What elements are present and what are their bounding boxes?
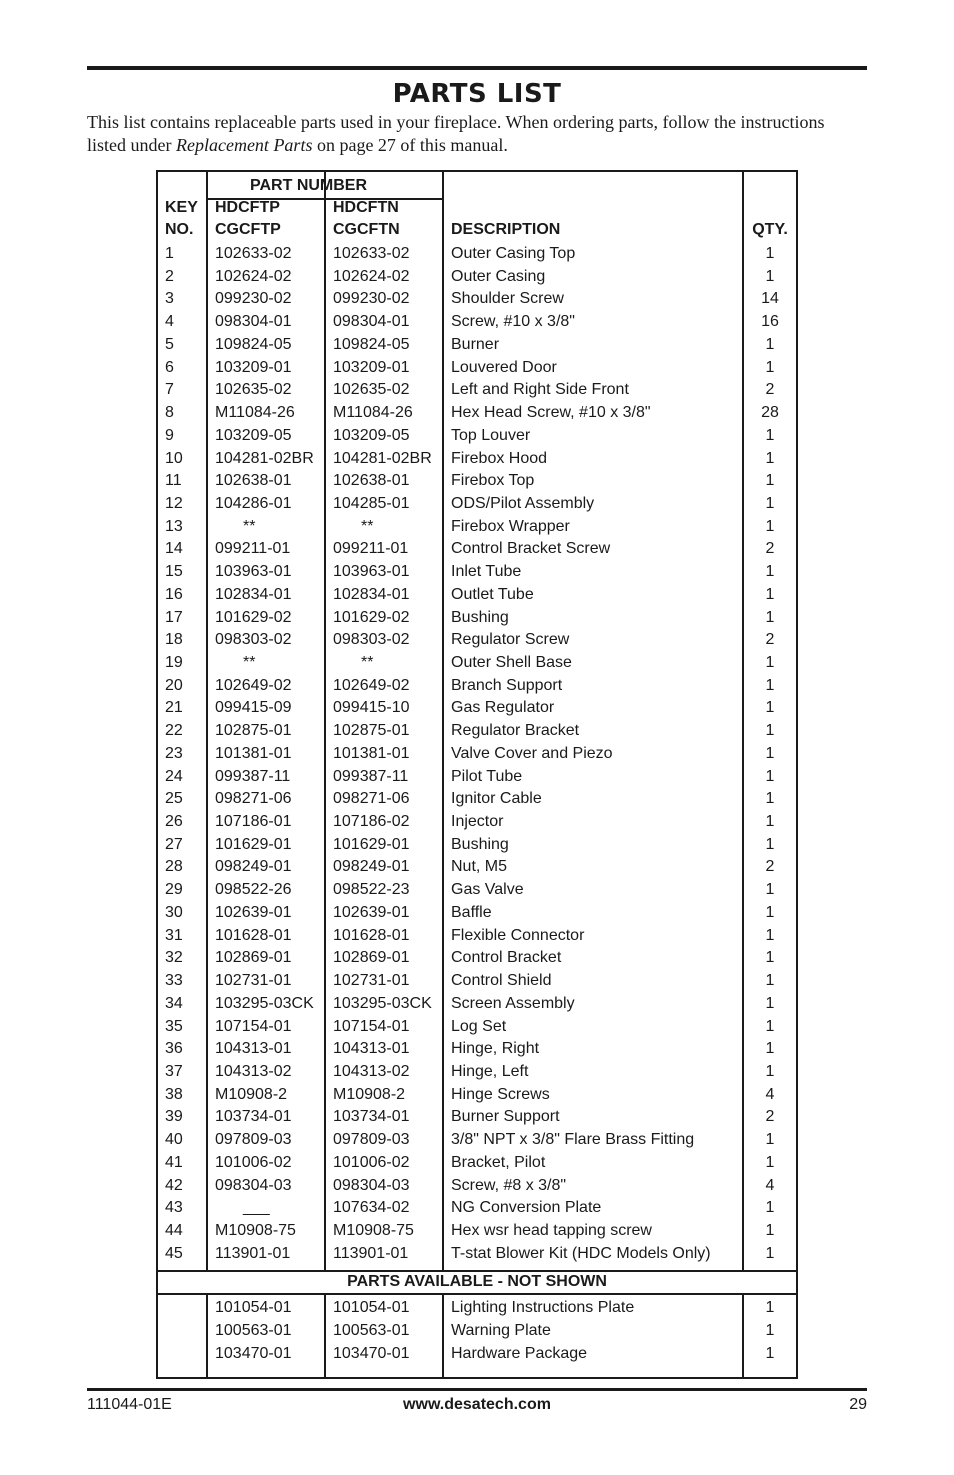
description-cell: Screw, #10 x 3/8" xyxy=(451,313,575,331)
description-cell: Burner xyxy=(451,335,500,353)
description-header: DESCRIPTION xyxy=(451,221,561,238)
part-number-hdcftp-cell: 103734-01 xyxy=(215,1108,292,1126)
part-number-hdcftn-cell: 102834-01 xyxy=(333,585,410,603)
qty-cell: 1 xyxy=(765,585,775,603)
divider-key xyxy=(206,172,208,1270)
description-cell: T-stat Blower Kit (HDC Models Only) xyxy=(451,1244,711,1262)
description-cell: Injector xyxy=(451,813,504,830)
key-cell: 28 xyxy=(165,858,183,876)
qty-cell: 1 xyxy=(765,744,775,762)
intro-line-2-post: on page 27 of this manual. xyxy=(312,135,508,155)
description-cell: Control Bracket Screw xyxy=(451,540,611,558)
description-cell: Outlet Tube xyxy=(451,585,534,603)
key-cell: 26 xyxy=(165,813,183,830)
qty-cell: 2 xyxy=(765,1108,775,1126)
part-number-hdcftn-cell: M11084-26 xyxy=(333,404,413,421)
key-cell: 33 xyxy=(165,972,183,989)
key-cell: 8 xyxy=(165,404,174,421)
key-cell: 44 xyxy=(165,1222,183,1239)
part-number-hdcftp-cell: 103209-01 xyxy=(215,358,292,376)
not-shown-part-number-hdcftp-cell: 103470-01 xyxy=(215,1345,292,1362)
part-number-hdcftp-cell: 103209-05 xyxy=(215,426,292,444)
key-cell: 10 xyxy=(165,449,183,467)
part-number-hdcftn-cell: 099211-01 xyxy=(333,540,409,558)
key-cell: 15 xyxy=(165,563,183,581)
part-number-hdcftp-cell: 098304-03 xyxy=(215,1176,292,1194)
not-shown-qty-cell: 1 xyxy=(765,1299,775,1316)
key-cell: 12 xyxy=(165,494,183,512)
key-cell: 2 xyxy=(165,267,174,285)
key-header: KEY xyxy=(165,199,198,216)
description-cell: Hinge, Right xyxy=(451,1040,540,1058)
qty-cell: 1 xyxy=(765,472,775,490)
qty-cell: 1 xyxy=(765,767,775,785)
website-link[interactable]: www.desatech.com xyxy=(403,1396,551,1413)
key-cell: 6 xyxy=(165,358,174,376)
description-cell: Burner Support xyxy=(451,1108,560,1126)
qty-cell: 1 xyxy=(765,608,775,626)
part-number-hdcftp-cell: M10908-2 xyxy=(215,1085,288,1103)
not-shown-qty-cell: 1 xyxy=(765,1322,775,1339)
description-cell: Firebox Hood xyxy=(451,449,548,467)
part-number-hdcftp-cell: 102638-01 xyxy=(215,472,292,490)
not-shown-part-number-hdcftn-cell: 100563-01 xyxy=(333,1322,410,1339)
part-number-hdcftp-cell: 098303-02 xyxy=(215,631,292,649)
description-cell: Ignitor Cable xyxy=(451,790,542,808)
part-number-hdcftn-cell: 103209-01 xyxy=(333,358,410,376)
qty-cell: 1 xyxy=(765,881,775,899)
part-number-hdcftp-cell: 102633-02 xyxy=(215,245,292,262)
part-number-header: PART NUMBER xyxy=(250,177,368,194)
key-cell: 7 xyxy=(165,381,174,399)
parts-table xyxy=(156,170,798,1379)
part-number-hdcftn-cell: 102649-02 xyxy=(333,676,410,694)
key-cell: 3 xyxy=(165,290,174,308)
part-number-hdcftp-cell: 101381-01 xyxy=(215,744,292,762)
not-shown-top-rule xyxy=(158,1270,796,1272)
part-number-hdcftn-cell: 102869-01 xyxy=(333,949,410,967)
divider-part2-lower xyxy=(442,1295,444,1377)
part-number-hdcftn-cell: 097809-03 xyxy=(333,1131,410,1149)
part-number-hdcftp-cell: 113901-01 xyxy=(215,1244,291,1262)
part-number-hdcftp-cell: 107186-01 xyxy=(215,813,292,830)
part-number-hdcftp-cell: 098271-06 xyxy=(215,790,292,808)
description-cell: Bushing xyxy=(451,608,509,626)
not-shown-part-number-hdcftp-cell: 101054-01 xyxy=(215,1299,292,1316)
qty-cell: 1 xyxy=(765,699,775,717)
key-cell: 42 xyxy=(165,1176,183,1194)
description-cell: 3/8" NPT x 3/8" Flare Brass Fitting xyxy=(451,1131,695,1149)
description-cell: Screen Assembly xyxy=(451,994,575,1012)
part-number-hdcftp-cell: 102834-01 xyxy=(215,585,292,603)
part-number-hdcftp-cell: 098522-26 xyxy=(215,881,292,899)
key-cell: 32 xyxy=(165,949,183,967)
description-cell: Control Bracket xyxy=(451,949,562,967)
qty-cell: 14 xyxy=(761,290,779,308)
description-cell: Hex wsr head tapping screw xyxy=(451,1222,652,1239)
key-cell: 13 xyxy=(165,517,183,535)
part-number-hdcftn-cell: 101628-01 xyxy=(333,926,410,944)
not-shown-label: PARTS AVAILABLE - NOT SHOWN xyxy=(347,1273,607,1290)
part-number-hdcftn-cell: 101006-02 xyxy=(333,1153,410,1171)
description-cell: Outer Shell Base xyxy=(451,654,572,671)
part-number-hdcftp-cell: 099415-09 xyxy=(215,699,292,717)
key-cell: 35 xyxy=(165,1017,183,1035)
qty-cell: 1 xyxy=(765,926,775,944)
part-number-hdcftn-cell: 099415-10 xyxy=(333,699,410,717)
key-cell: 5 xyxy=(165,335,174,353)
description-cell: Shoulder Screw xyxy=(451,290,564,308)
qty-cell: 1 xyxy=(765,1040,775,1058)
qty-cell: 1 xyxy=(765,245,775,262)
part-number-hdcftn-cell: 098249-01 xyxy=(333,858,410,876)
qty-cell: 1 xyxy=(765,1153,775,1171)
not-shown-description-cell: Warning Plate xyxy=(451,1322,551,1339)
key-cell: 17 xyxy=(165,608,183,626)
description-cell: Bracket, Pilot xyxy=(451,1153,546,1171)
part-number-hdcftn-cell: 104281-02BR xyxy=(333,449,432,467)
description-cell: NG Conversion Plate xyxy=(451,1199,602,1217)
part-number-hdcftn-cell: 101629-02 xyxy=(333,608,410,626)
key-cell: 25 xyxy=(165,790,183,808)
model-hdcftp-header: HDCFTP xyxy=(215,199,280,216)
part-number-hdcftn-cell: 107154-01 xyxy=(333,1017,410,1035)
description-cell: Left and Right Side Front xyxy=(451,381,629,399)
key-cell: 1 xyxy=(165,245,174,262)
description-cell: Louvered Door xyxy=(451,358,557,376)
part-number-hdcftp-cell: 099211-01 xyxy=(215,540,291,558)
key-cell: 16 xyxy=(165,585,183,603)
key-cell: 19 xyxy=(165,654,183,671)
description-cell: Gas Regulator xyxy=(451,699,555,717)
description-cell: Log Set xyxy=(451,1017,507,1035)
not-shown-description-cell: Hardware Package xyxy=(451,1345,588,1362)
key-cell: 31 xyxy=(165,926,183,944)
qty-cell: 4 xyxy=(765,1085,775,1103)
bottom-rule xyxy=(87,1388,867,1391)
part-number-hdcftn-cell: 102635-02 xyxy=(333,381,410,399)
key-cell: 20 xyxy=(165,676,183,694)
key-cell: 37 xyxy=(165,1062,183,1080)
part-number-hdcftp-cell: 104286-01 xyxy=(215,494,292,512)
key-cell: 45 xyxy=(165,1244,183,1262)
qty-cell: 16 xyxy=(761,313,779,331)
part-number-hdcftp-cell: 098304-01 xyxy=(215,313,292,331)
part-number-hdcftp-cell: 101629-02 xyxy=(215,608,292,626)
top-rule xyxy=(87,66,867,70)
qty-cell: 1 xyxy=(765,426,775,444)
part-number-hdcftp-cell: ** xyxy=(243,654,256,671)
qty-cell: 1 xyxy=(765,1244,775,1262)
qty-header: QTY. xyxy=(752,221,788,238)
qty-cell: 1 xyxy=(765,267,775,285)
intro-paragraph xyxy=(87,111,877,157)
divider-part1-lower xyxy=(324,1295,326,1377)
part-number-hdcftp-cell: 107154-01 xyxy=(215,1017,292,1035)
intro-line-2 xyxy=(87,134,877,157)
part-number-hdcftn-cell: 098522-23 xyxy=(333,881,410,899)
part-number-hdcftp-cell: 109824-05 xyxy=(215,335,292,353)
qty-cell: 1 xyxy=(765,335,775,353)
description-cell: Pilot Tube xyxy=(451,767,523,785)
description-cell: Firebox Wrapper xyxy=(451,517,570,535)
part-number-hdcftn-cell: 098304-03 xyxy=(333,1176,410,1194)
model-hdcftn-header: HDCFTN xyxy=(333,199,399,216)
key-cell: 21 xyxy=(165,699,183,717)
description-cell: Hinge, Left xyxy=(451,1062,529,1080)
description-cell: Regulator Bracket xyxy=(451,722,580,740)
qty-cell: 28 xyxy=(761,404,779,421)
page-title: PARTS LIST xyxy=(392,79,562,109)
key-cell: 40 xyxy=(165,1131,183,1149)
key-cell: 36 xyxy=(165,1040,183,1058)
description-cell: Nut, M5 xyxy=(451,858,508,876)
qty-cell: 2 xyxy=(765,631,775,649)
part-number-hdcftn-cell: 099230-02 xyxy=(333,290,410,308)
not-shown-description-cell: Lighting Instructions Plate xyxy=(451,1299,635,1316)
description-cell: Inlet Tube xyxy=(451,563,522,581)
intro-line-2-pre: listed under xyxy=(87,135,176,155)
description-cell: Control Shield xyxy=(451,972,552,989)
intro-replacement-parts: Replacement Parts xyxy=(175,135,313,155)
part-number-hdcftn-cell: 098303-02 xyxy=(333,631,410,649)
not-shown-part-number-hdcftp-cell: 100563-01 xyxy=(215,1322,292,1339)
key-cell: 11 xyxy=(165,472,182,490)
key-cell: 22 xyxy=(165,722,183,740)
part-number-hdcftp-cell: 104281-02BR xyxy=(215,449,314,467)
description-cell: Top Louver xyxy=(451,426,531,444)
part-number-hdcftn-cell: M10908-75 xyxy=(333,1222,414,1239)
part-number-hdcftp-cell: M10908-75 xyxy=(215,1222,296,1239)
part-number-hdcftp-cell: 102635-02 xyxy=(215,381,292,399)
part-number-hdcftp-cell: 102875-01 xyxy=(215,722,292,740)
part-number-hdcftn-cell: 102624-02 xyxy=(333,267,410,285)
doc-number: 111044-01E xyxy=(87,1396,172,1413)
qty-cell: 1 xyxy=(765,494,775,512)
not-shown-bottom-rule xyxy=(158,1293,796,1295)
part-number-hdcftp-cell: M11084-26 xyxy=(215,404,295,421)
qty-cell: 1 xyxy=(765,1017,775,1035)
description-cell: Hinge Screws xyxy=(451,1085,550,1103)
part-number-hdcftn-cell: 102875-01 xyxy=(333,722,410,740)
part-number-hdcftp-cell: 102624-02 xyxy=(215,267,292,285)
qty-cell: 2 xyxy=(765,540,775,558)
qty-cell: 1 xyxy=(765,1062,775,1080)
part-number-hdcftp-cell: 101006-02 xyxy=(215,1153,292,1171)
qty-cell: 1 xyxy=(765,835,775,853)
part-number-hdcftp-cell: 102731-01 xyxy=(215,972,292,989)
qty-cell: 1 xyxy=(765,654,775,671)
description-cell: ODS/Pilot Assembly xyxy=(451,494,595,512)
part-number-hdcftn-cell: 103209-05 xyxy=(333,426,410,444)
part-number-hdcftn-cell: 098271-06 xyxy=(333,790,410,808)
key-cell: 18 xyxy=(165,631,183,649)
part-number-hdcftp-cell: 101628-01 xyxy=(215,926,292,944)
part-number-hdcftp-cell: 103295-03CK xyxy=(215,994,314,1012)
qty-cell: 2 xyxy=(765,381,775,399)
description-cell: Regulator Screw xyxy=(451,631,570,649)
qty-cell: 1 xyxy=(765,517,775,535)
qty-cell: 1 xyxy=(765,813,775,830)
qty-cell: 1 xyxy=(765,358,775,376)
part-number-hdcftn-cell: 102731-01 xyxy=(333,972,410,989)
description-cell: Bushing xyxy=(451,835,509,853)
part-number-hdcftn-cell: 107186-02 xyxy=(333,813,410,830)
qty-cell: 1 xyxy=(765,722,775,740)
key-cell: 43 xyxy=(165,1199,183,1217)
part-number-hdcftn-cell: 109824-05 xyxy=(333,335,410,353)
part-number-hdcftp-cell: 102639-01 xyxy=(215,903,292,921)
part-number-hdcftn-cell: 103963-01 xyxy=(333,563,410,581)
description-cell: Valve Cover and Piezo xyxy=(451,744,613,762)
description-cell: Screw, #8 x 3/8" xyxy=(451,1176,567,1194)
description-cell: Firebox Top xyxy=(451,472,535,490)
part-number-hdcftp-cell: 103963-01 xyxy=(215,563,292,581)
key-cell: 9 xyxy=(165,426,174,444)
divider-key-lower xyxy=(206,1295,208,1377)
qty-cell: 1 xyxy=(765,563,775,581)
part-number-hdcftn-cell: M10908-2 xyxy=(333,1085,406,1103)
part-number-hdcftn-cell: ** xyxy=(361,654,374,671)
part-number-hdcftn-cell: 104313-01 xyxy=(333,1040,410,1058)
qty-cell: 1 xyxy=(765,1131,775,1149)
part-number-hdcftp-cell: ___ xyxy=(243,1199,270,1217)
part-number-hdcftn-cell: 102633-02 xyxy=(333,245,410,262)
qty-cell: 1 xyxy=(765,1222,775,1239)
intro-line-1: This list contains replaceable parts used in your fireplace. When ordering parts, follow the instructions xyxy=(87,112,825,132)
qty-cell: 1 xyxy=(765,949,775,967)
description-cell: Gas Valve xyxy=(451,881,524,899)
part-number-hdcftp-cell: 102869-01 xyxy=(215,949,292,967)
part-number-hdcftp-cell: ** xyxy=(243,517,256,535)
part-number-hdcftp-cell: 101629-01 xyxy=(215,835,292,853)
key-cell: 38 xyxy=(165,1085,183,1103)
description-cell: Branch Support xyxy=(451,676,563,694)
qty-cell: 1 xyxy=(765,1199,775,1217)
part-number-hdcftn-cell: 107634-02 xyxy=(333,1199,410,1217)
part-number-hdcftn-cell: 102638-01 xyxy=(333,472,410,490)
key-cell: 39 xyxy=(165,1108,183,1126)
model-cgcftn-header: CGCFTN xyxy=(333,221,400,238)
qty-cell: 4 xyxy=(765,1176,775,1194)
part-number-hdcftn-cell: 113901-01 xyxy=(333,1244,409,1262)
part-number-hdcftp-cell: 097809-03 xyxy=(215,1131,292,1149)
description-cell: Outer Casing xyxy=(451,267,546,285)
part-number-hdcftp-cell: 104313-01 xyxy=(215,1040,292,1058)
description-cell: Flexible Connector xyxy=(451,926,585,944)
qty-cell: 1 xyxy=(765,972,775,989)
qty-cell: 1 xyxy=(765,790,775,808)
key-cell: 30 xyxy=(165,903,183,921)
part-number-hdcftn-cell: 098304-01 xyxy=(333,313,410,331)
key-cell: 14 xyxy=(165,540,183,558)
qty-cell: 1 xyxy=(765,676,775,694)
qty-cell: 1 xyxy=(765,903,775,921)
part-number-hdcftn-cell: 104313-02 xyxy=(333,1062,410,1080)
key-cell: 27 xyxy=(165,835,183,853)
part-number-hdcftn-cell: ** xyxy=(361,517,374,535)
description-cell: Outer Casing Top xyxy=(451,245,576,262)
model-cgcftp-header: CGCFTP xyxy=(215,221,281,238)
part-number-hdcftp-cell: 098249-01 xyxy=(215,858,292,876)
not-shown-part-number-hdcftn-cell: 103470-01 xyxy=(333,1345,410,1362)
divider-part2 xyxy=(442,172,444,1270)
part-number-hdcftp-cell: 099230-02 xyxy=(215,290,292,308)
divider-part1 xyxy=(324,172,326,1270)
part-number-hdcftn-cell: 099387-11 xyxy=(333,767,409,785)
description-cell: Hex Head Screw, #10 x 3/8" xyxy=(451,404,651,421)
key-cell: 29 xyxy=(165,881,183,899)
no-header: NO. xyxy=(165,221,194,238)
key-cell: 34 xyxy=(165,994,183,1012)
part-number-hdcftp-cell: 104313-02 xyxy=(215,1062,292,1080)
part-number-hdcftn-cell: 104285-01 xyxy=(333,494,410,512)
qty-cell: 1 xyxy=(765,449,775,467)
key-cell: 23 xyxy=(165,744,183,762)
not-shown-part-number-hdcftn-cell: 101054-01 xyxy=(333,1299,410,1316)
description-cell: Baffle xyxy=(451,903,492,921)
key-cell: 41 xyxy=(165,1153,183,1171)
part-number-hdcftp-cell: 099387-11 xyxy=(215,767,291,785)
part-number-hdcftp-cell: 102649-02 xyxy=(215,676,292,694)
qty-cell: 2 xyxy=(765,858,775,876)
part-number-hdcftn-cell: 101381-01 xyxy=(333,744,410,762)
qty-cell: 1 xyxy=(765,994,775,1012)
key-cell: 4 xyxy=(165,313,174,331)
key-cell: 24 xyxy=(165,767,183,785)
not-shown-qty-cell: 1 xyxy=(765,1345,775,1362)
part-number-hdcftn-cell: 102639-01 xyxy=(333,903,410,921)
part-number-hdcftn-cell: 103734-01 xyxy=(333,1108,410,1126)
part-number-hdcftn-cell: 103295-03CK xyxy=(333,994,432,1012)
page-number: 29 xyxy=(849,1396,867,1413)
part-number-hdcftn-cell: 101629-01 xyxy=(333,835,410,853)
